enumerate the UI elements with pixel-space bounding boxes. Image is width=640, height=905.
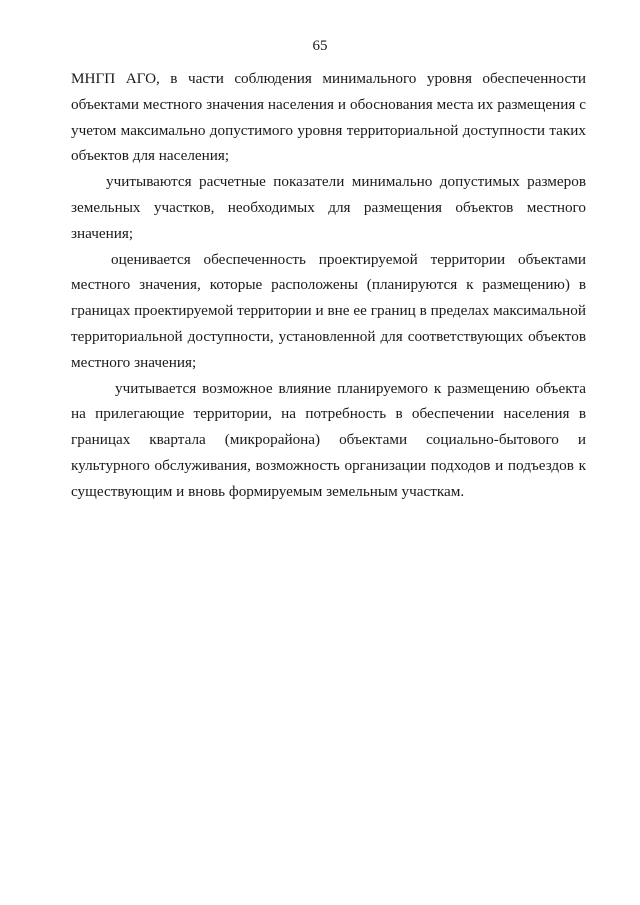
- document-body: [71, 66, 586, 505]
- text-line: учитывается возможное влияние планируемого к размещению объекта: [115, 379, 586, 397]
- paragraph-3: [71, 247, 586, 376]
- text-line: культурного обслуживания, возможность организации подходов и подъездов к: [71, 456, 586, 474]
- text-line: оценивается обеспеченность проектируемой территории объектами: [111, 250, 586, 268]
- text-line: объектами местного значения населения и обоснования места их размещения с: [71, 95, 586, 113]
- text-line: учетом максимально допустимого уровня территориальной доступности таких: [71, 121, 586, 139]
- text-line: границах проектируемой территории и вне ее границ в пределах максимальной: [71, 302, 586, 320]
- text-line: местного значения, которые расположены (планируются к размещению) в: [71, 276, 586, 294]
- paragraph-4: [71, 376, 586, 505]
- page-number: 65: [312, 38, 328, 54]
- text-line: на прилегающие территории, на потребность в обеспечении населения в: [71, 405, 586, 423]
- text-line: объектов для населения;: [71, 147, 230, 165]
- paragraph-1: [71, 66, 586, 169]
- text-line: существующим и вновь формируемым земельным участкам.: [71, 482, 465, 500]
- text-line: земельных участков, необходимых для размещения объектов местного: [71, 198, 586, 216]
- text-line: территориальной доступности, установленной для соответствующих объектов: [71, 327, 586, 345]
- text-line: МНГП АГО, в части соблюдения минимального уровня обеспеченности: [71, 70, 586, 87]
- text-line: учитываются расчетные показатели минимально допустимых размеров: [106, 173, 586, 191]
- paragraph-2: [71, 169, 586, 246]
- text-line: местного значения;: [71, 353, 197, 371]
- text-line: значения;: [71, 224, 134, 242]
- text-line: границах квартала (микрорайона) объектами социально-бытового и: [71, 431, 586, 449]
